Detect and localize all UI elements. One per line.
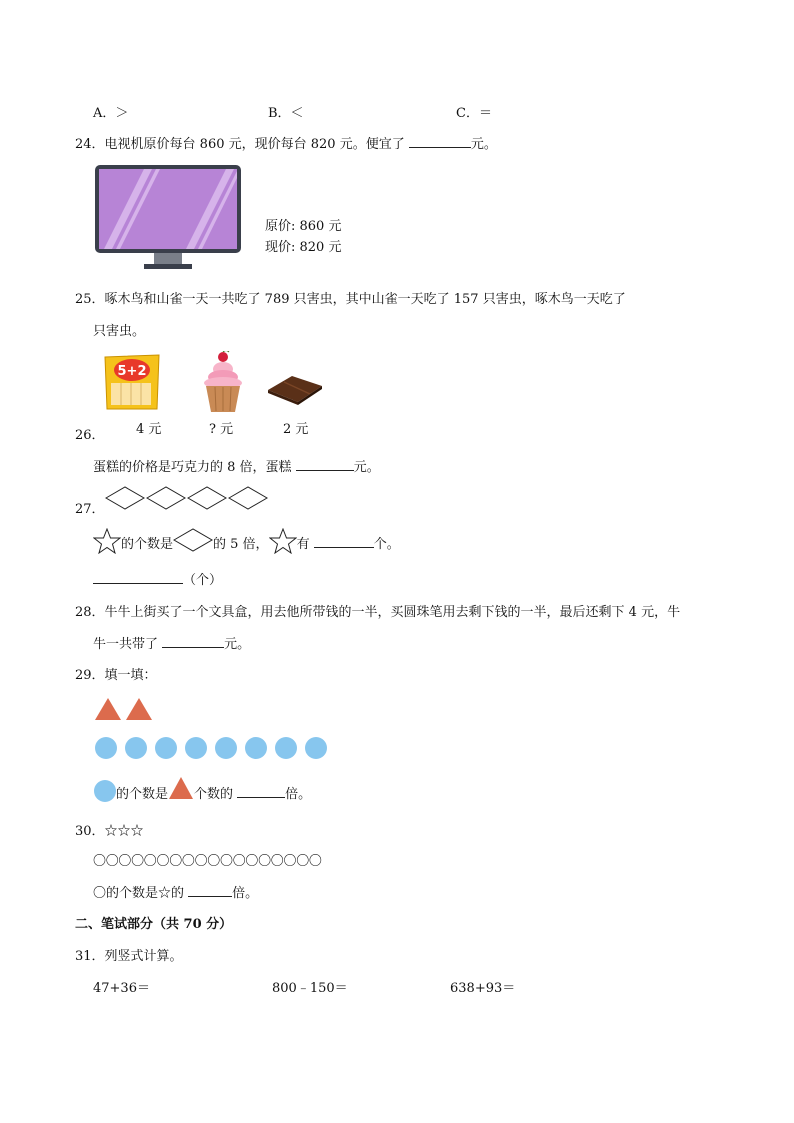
q29-text-1: 的个数是 bbox=[116, 787, 169, 802]
question-30 bbox=[75, 820, 144, 839]
circle-icon bbox=[215, 737, 237, 759]
circle-icon bbox=[305, 737, 327, 759]
cupcake-image bbox=[202, 351, 244, 413]
question-text: 啄木鸟和山雀一天一共吃了 789 只害虫，其中山雀一天吃了 157 只害虫，啄木鸟一天吃了 bbox=[104, 292, 626, 307]
circle-icon bbox=[245, 737, 267, 759]
q29-text-3: 倍。 bbox=[285, 787, 312, 802]
question-26 bbox=[93, 456, 380, 475]
question-text: 牛一共带了 bbox=[93, 637, 159, 652]
question-30-answer bbox=[93, 882, 258, 901]
answer-blank[interactable] bbox=[188, 896, 232, 897]
q27-text-1: 的个数是 bbox=[121, 537, 174, 552]
chocolate-price: 2 元 bbox=[283, 422, 309, 437]
cake-price: ? 元 bbox=[209, 422, 234, 437]
question-25 bbox=[75, 288, 626, 307]
question-title: 填一填： bbox=[104, 668, 157, 683]
chocolate-image bbox=[266, 372, 324, 406]
question-28-line2 bbox=[93, 633, 250, 652]
circle-icon bbox=[155, 737, 177, 759]
diamond-icon bbox=[173, 528, 213, 552]
circle-row bbox=[94, 736, 330, 760]
calc-expression: 47+36＝ bbox=[93, 981, 150, 996]
calc-expression: 800﹣150＝ bbox=[272, 981, 348, 996]
circle-icon bbox=[185, 737, 207, 759]
section-2-title: 二、笔试部分（共 70 分） bbox=[75, 917, 233, 932]
question-text: 蛋糕的价格是巧克力的 8 倍，蛋糕 bbox=[93, 460, 292, 475]
option-a: A．＞ bbox=[93, 106, 129, 121]
question-24 bbox=[75, 133, 497, 152]
option-b: B．＜ bbox=[268, 106, 304, 121]
triangle-row bbox=[94, 697, 156, 721]
triangle-icon bbox=[168, 776, 194, 800]
unit: 倍。 bbox=[232, 886, 259, 901]
star-icon bbox=[269, 528, 297, 554]
question-29 bbox=[75, 664, 157, 683]
triangle-icon bbox=[95, 698, 121, 720]
unit: 元。 bbox=[224, 637, 251, 652]
option-c: C．＝ bbox=[456, 106, 492, 121]
q27-text-4: 个。 bbox=[373, 537, 400, 552]
answer-blank[interactable] bbox=[314, 547, 374, 548]
question-25-line2: 只害虫。 bbox=[93, 324, 146, 339]
star-icon bbox=[93, 528, 121, 554]
answer-blank[interactable] bbox=[162, 647, 224, 648]
circle-icon bbox=[275, 737, 297, 759]
circle-icon bbox=[125, 737, 147, 759]
question-26-number: 26． bbox=[75, 428, 105, 443]
answer-blank[interactable] bbox=[93, 583, 183, 584]
biscuit-price: 4 元 bbox=[136, 422, 162, 437]
circle-icon bbox=[95, 737, 117, 759]
calc-expression: 638+93＝ bbox=[450, 981, 516, 996]
question-number: 25． bbox=[75, 292, 105, 307]
question-text: 〇的个数是☆的 bbox=[93, 886, 185, 901]
triangle-icon bbox=[126, 698, 152, 720]
answer-blank[interactable] bbox=[296, 470, 354, 471]
answer-unit: （个） bbox=[183, 573, 223, 588]
question-number: 28． bbox=[75, 605, 105, 620]
question-27 bbox=[93, 528, 400, 554]
unit: 元。 bbox=[470, 137, 497, 152]
unit: 元。 bbox=[353, 460, 380, 475]
question-number: 24． bbox=[75, 137, 105, 152]
circle-icon bbox=[94, 780, 116, 802]
question-number: 29． bbox=[75, 668, 105, 683]
question-29-answer bbox=[94, 776, 311, 804]
question-text: 牛牛上街买了一个文具盒，用去他所带钱的一半，买圆珠笔用去剩下钱的一半，最后还剩下 4 元，牛 bbox=[104, 605, 681, 620]
q27-text-2: 的 5 倍， bbox=[213, 537, 269, 552]
question-number: 30． bbox=[75, 824, 105, 839]
q29-text-2: 个数的 bbox=[194, 787, 234, 802]
question-title: 列竖式计算。 bbox=[104, 949, 183, 964]
question-number: 31． bbox=[75, 949, 105, 964]
question-28 bbox=[75, 601, 680, 620]
q27-answer-row bbox=[93, 569, 222, 588]
stars-row: ☆☆☆ bbox=[104, 824, 144, 839]
question-31 bbox=[75, 945, 183, 964]
answer-blank[interactable] bbox=[237, 797, 285, 798]
diamond-row bbox=[104, 485, 272, 511]
circles-row: 〇〇〇〇〇〇〇〇〇〇〇〇〇〇〇〇〇〇 bbox=[93, 854, 322, 869]
tv-image bbox=[94, 163, 244, 273]
question-text: 电视机原价每台 860 元，现价每台 820 元。便宜了 bbox=[104, 137, 405, 152]
biscuit-image bbox=[103, 353, 161, 411]
question-27-number: 27． bbox=[75, 502, 105, 517]
original-price: 原价: 860 元 bbox=[265, 219, 342, 234]
q27-text-3: 有 bbox=[296, 537, 310, 552]
current-price: 现价: 820 元 bbox=[265, 240, 342, 255]
biscuit-logo: 5+2 bbox=[117, 364, 147, 379]
answer-blank[interactable] bbox=[409, 147, 471, 148]
